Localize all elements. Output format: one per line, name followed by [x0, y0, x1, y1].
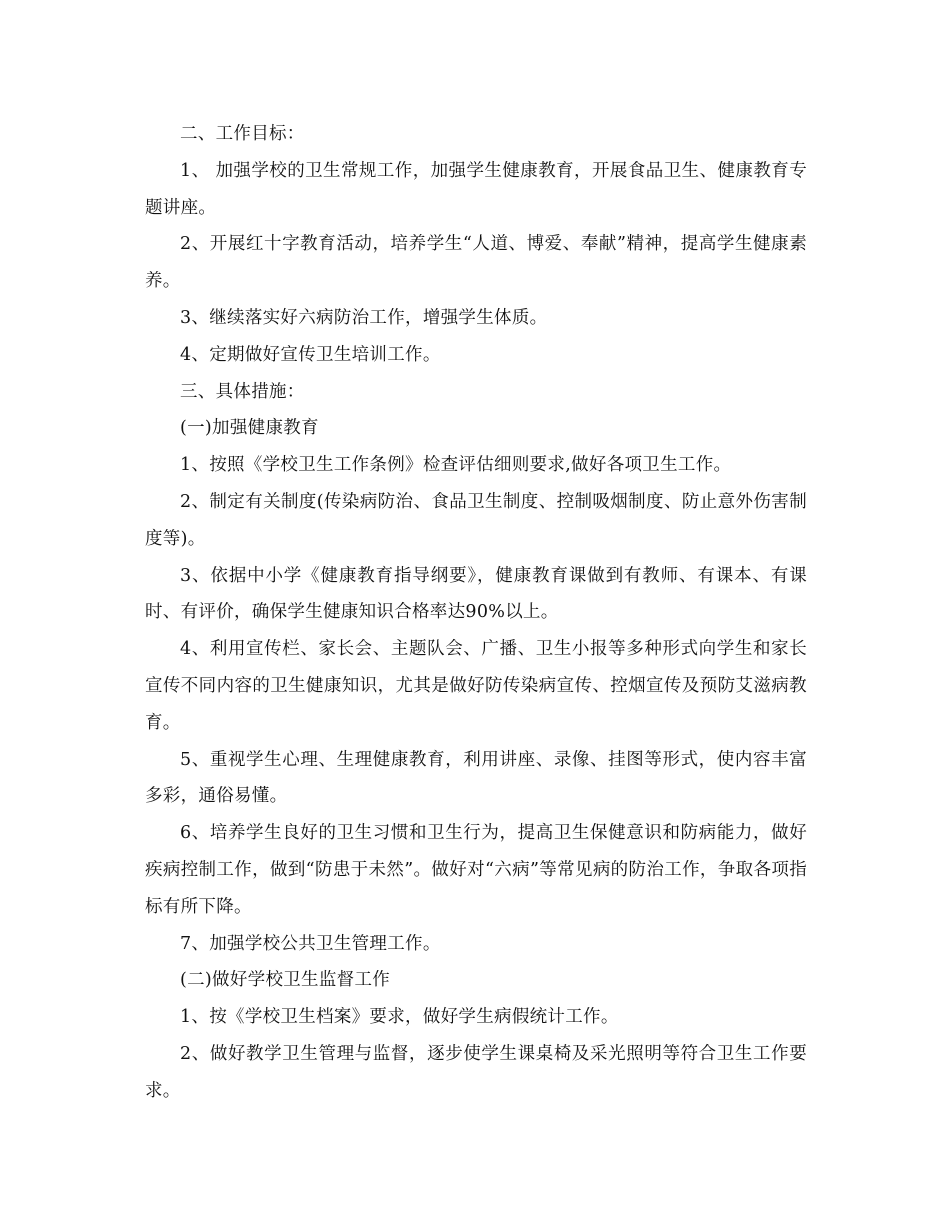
section-heading-goals: 二、工作目标：: [180, 124, 305, 144]
subsection-heading-supervision: (二)做好学校卫生监督工作: [180, 970, 391, 991]
supervision-item-1: 1、按《学校卫生档案》要求，做好学生病假统计工作。: [180, 1007, 619, 1028]
measure-item-5: 5、重视学生心理、生理健康教育，利用讲座、录像、挂图等形式，使内容丰富多彩，通俗易懂。: [145, 749, 807, 807]
measure-item-3: 3、依据中小学《健康教育指导纲要》，健康教育课做到有教师、有课本、有课时、有评价，确保学生健康知识合格率达90%以上。: [145, 565, 807, 623]
goal-item-1: 1、 加强学校的卫生常规工作，加强学生健康教育，开展食品卫生、健康教育专题讲座。: [145, 160, 807, 218]
goal-item-3: 3、继续落实好六病防治工作，增强学生体质。: [180, 307, 548, 328]
subsection-heading-health-education: (一)加强健康教育: [180, 418, 319, 439]
measure-item-4: 4、利用宣传栏、家长会、主题队会、广播、卫生小报等多种形式向学生和家长宣传不同内容的卫生健康知识，尤其是做好防传染病宣传、控烟宣传及预防艾滋病教育。: [145, 639, 807, 733]
measure-item-2: 2、制定有关制度(传染病防治、食品卫生制度、控制吸烟制度、防止意外伤害制度等)。: [145, 491, 807, 549]
measure-item-7: 7、加强学校公共卫生管理工作。: [180, 933, 441, 954]
measure-item-1: 1、按照《学校卫生工作条例》检查评估细则要求,做好各项卫生工作。: [180, 455, 732, 476]
measure-item-6: 6、培养学生良好的卫生习惯和卫生行为，提高卫生保健意识和防病能力，做好疾病控制工作，做到“防患于未然”。做好对“六病”等常见病的防治工作，争取各项指标有所下降。: [145, 823, 807, 917]
goal-item-2: 2、开展红十字教育活动，培养学生“人道、博爱、奉献”精神，提高学生健康素养。: [145, 234, 807, 292]
supervision-item-2: 2、做好教学卫生管理与监督，逐步使学生课桌椅及采光照明等符合卫生工作要求。: [145, 1043, 807, 1101]
document-body: [145, 116, 807, 1110]
section-heading-measures: 三、具体措施：: [180, 381, 305, 402]
goal-item-4: 4、定期做好宣传卫生培训工作。: [180, 344, 441, 365]
